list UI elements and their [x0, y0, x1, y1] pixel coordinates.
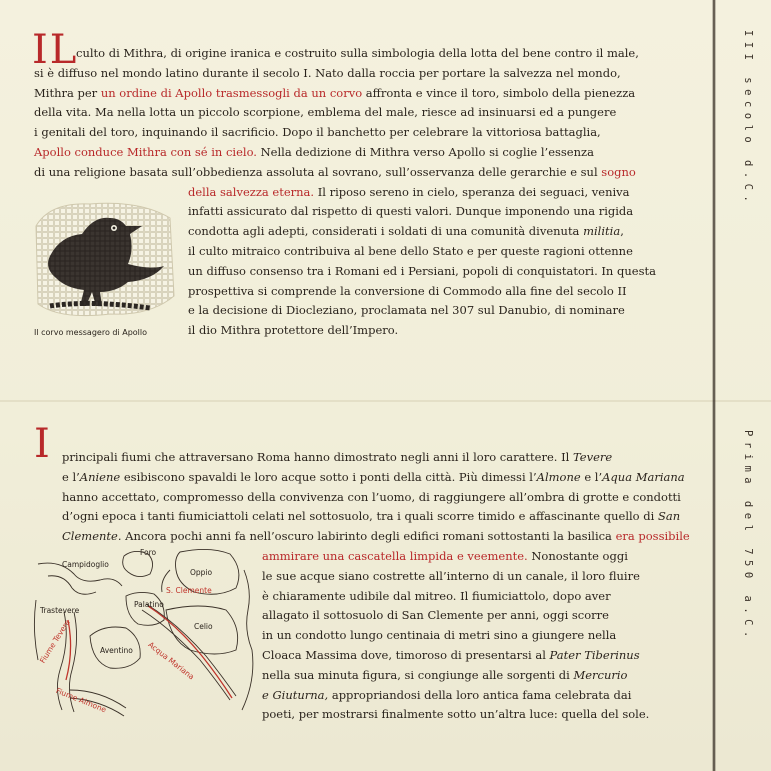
text-segment: hanno accettato, compromesso della convivenza con l’uomo, di raggiungere all’ombra di grotte e condotti	[62, 489, 681, 504]
text-segment: e Giuturna,	[262, 687, 329, 702]
page-fold	[0, 400, 771, 402]
text-segment: e l’	[62, 469, 80, 484]
highlight-text: sogno	[601, 164, 636, 179]
map-label-fiume-tevere: Fiume Tevere	[38, 618, 72, 665]
map-label-foro: Foro	[140, 548, 157, 557]
side-label-top: III secolo d.C.	[742, 30, 754, 208]
text-line	[34, 64, 656, 84]
highlight-text: era possibile	[615, 529, 690, 544]
rome-map	[30, 540, 260, 730]
map-label-fiume-almone: Fiume Almone	[54, 686, 108, 715]
map-label-trastevere: Trastevere	[40, 606, 80, 615]
dropcap-section2: I	[34, 421, 52, 467]
text-segment: ,	[620, 224, 624, 239]
text-segment: Cloaca Massima dove, timoroso di presentarsi al	[262, 647, 550, 662]
text-segment: condotta agli adepti, considerati i soldati di una comunità divenuta	[188, 224, 584, 239]
map-label-celio: Celio	[194, 622, 213, 631]
text-segment: della vita. Ma nella lotta un piccolo scorpione, emblema del male, riesce ad insinuarsi ed a pungere	[34, 105, 617, 120]
side-label-bottom: Prima del 750 a.C.	[742, 430, 754, 643]
text-segment: Mercurio	[573, 667, 628, 682]
text-line	[62, 448, 690, 468]
text-segment: Mithra per	[34, 85, 101, 100]
text-segment: Aniene	[79, 469, 121, 484]
crow-mosaic-image	[30, 196, 178, 324]
text-segment: nella sua minuta figura, si congiunge alle sorgenti di	[262, 667, 574, 682]
text-segment: Nonostante oggi	[527, 548, 628, 563]
text-segment: le sue acque siano costrette all’interno di un canale, il loro fluire	[262, 568, 640, 583]
text-segment: Clemente.	[62, 529, 122, 544]
text-segment: in un condotto lungo centinaia di metri sino a giungere nella	[262, 628, 617, 643]
text-segment: principali fiumi che attraversano Roma hanno dimostrato negli anni il loro carattere. Il	[62, 450, 573, 464]
text-line	[34, 143, 656, 163]
text-segment: Tevere	[572, 450, 613, 464]
map-label-oppio: Oppio	[190, 568, 213, 577]
text-segment: Ancora pochi anni fa nell’oscuro labirinto degli edifici romani sottostanti la basilica	[121, 529, 616, 544]
text-segment: esibiscono spavaldi le loro acque sotto i ponti della città. Più dimessi l’	[120, 469, 537, 484]
map-label-campidoglio: Campidoglio	[62, 560, 109, 569]
map-label-acqua-mariana: Acqua Mariana	[146, 640, 196, 682]
text-line	[34, 84, 656, 104]
text-segment: Almone	[536, 469, 581, 484]
text-segment: un diffuso consenso tra i Romani ed i Persiani, popoli di conquistatori. In questa	[188, 263, 656, 278]
text-segment: è chiaramente udibile dal mitreo. Il fiumiciattolo, dopo aver	[262, 588, 611, 603]
text-line	[34, 103, 656, 123]
text-segment: poeti, per mostrarsi finalmente sotto un’altra luce: quella del sole.	[262, 707, 650, 722]
text-segment: Aqua Mariana	[602, 469, 685, 484]
map-label-aventino: Aventino	[100, 646, 133, 655]
text-segment: San	[657, 509, 681, 524]
text-segment: culto di Mithra, di origine iranica e costruito sulla simbologia della lotta del bene contro il male,	[76, 46, 639, 60]
text-segment: infatti assicurato dal rispetto di questi valori. Dunque imponendo una rigida	[188, 204, 634, 219]
text-segment: e la decisione di Diocleziano, proclamata nel 307 sul Danubio, di nominare	[188, 303, 625, 318]
text-segment: d’ogni epoca i tanti fiumiciattoli celati nel sottosuolo, tra i quali scorre timido e affascinante quello di	[62, 509, 658, 524]
text-segment: Pater Tiberinus	[549, 647, 640, 662]
highlight-text: ammirare una cascatella limpida e veemente.	[262, 548, 528, 563]
text-segment: prospettiva si comprende la conversione di Commodo alla fine del secolo II	[188, 283, 627, 298]
text-segment: affronta e vince il toro, simbolo della pienezza	[362, 85, 636, 100]
text-segment: il dio Mithra protettore dell’Impero.	[188, 323, 399, 338]
text-segment: militia	[583, 224, 621, 239]
text-line	[34, 123, 656, 143]
highlight-text: un ordine di Apollo trasmessogli da un corvo	[100, 85, 363, 100]
text-segment: di una religione basata sull’obbedienza assoluta al sovrano, sull’osservanza delle gerarchie e sul	[34, 164, 602, 179]
map-label-s-clemente: S. Clemente	[166, 586, 212, 595]
crow-caption: Il corvo messagero di Apollo	[34, 328, 148, 337]
text-segment: appropriandosi della loro antica fama celebrata dai	[328, 687, 632, 702]
text-line	[62, 507, 690, 527]
text-segment: si è diffuso nel mondo latino durante il secolo I. Nato dalla roccia per portare la salvezza nel mondo,	[34, 65, 621, 80]
map-label-palatino: Palatino	[134, 600, 164, 609]
vertical-brush-stroke	[712, 0, 716, 771]
text-line	[62, 488, 690, 508]
highlight-text: della salvezza eterna.	[188, 184, 315, 199]
highlight-text: Apollo conduce Mithra con sé in cielo.	[34, 144, 257, 159]
text-line	[34, 44, 656, 64]
text-segment: il culto mitraico contribuiva al bene dello Stato e per queste ragioni ottenne	[188, 243, 633, 258]
text-segment: e l’	[580, 469, 603, 484]
dropcap-section1: IL	[32, 27, 79, 73]
text-segment: Nella dedizione di Mithra verso Apollo si coglie l’essenza	[256, 144, 594, 159]
text-segment: i genitali del toro, inquinando il sacrificio. Dopo il banchetto per celebrare la vittoriosa battaglia,	[34, 125, 601, 140]
text-line	[34, 163, 656, 183]
text-line	[62, 468, 690, 488]
text-segment: allagato il sottosuolo di San Clemente per anni, oggi scorre	[262, 608, 609, 623]
text-segment: Il riposo sereno in cielo, speranza dei seguaci, veniva	[314, 184, 630, 199]
